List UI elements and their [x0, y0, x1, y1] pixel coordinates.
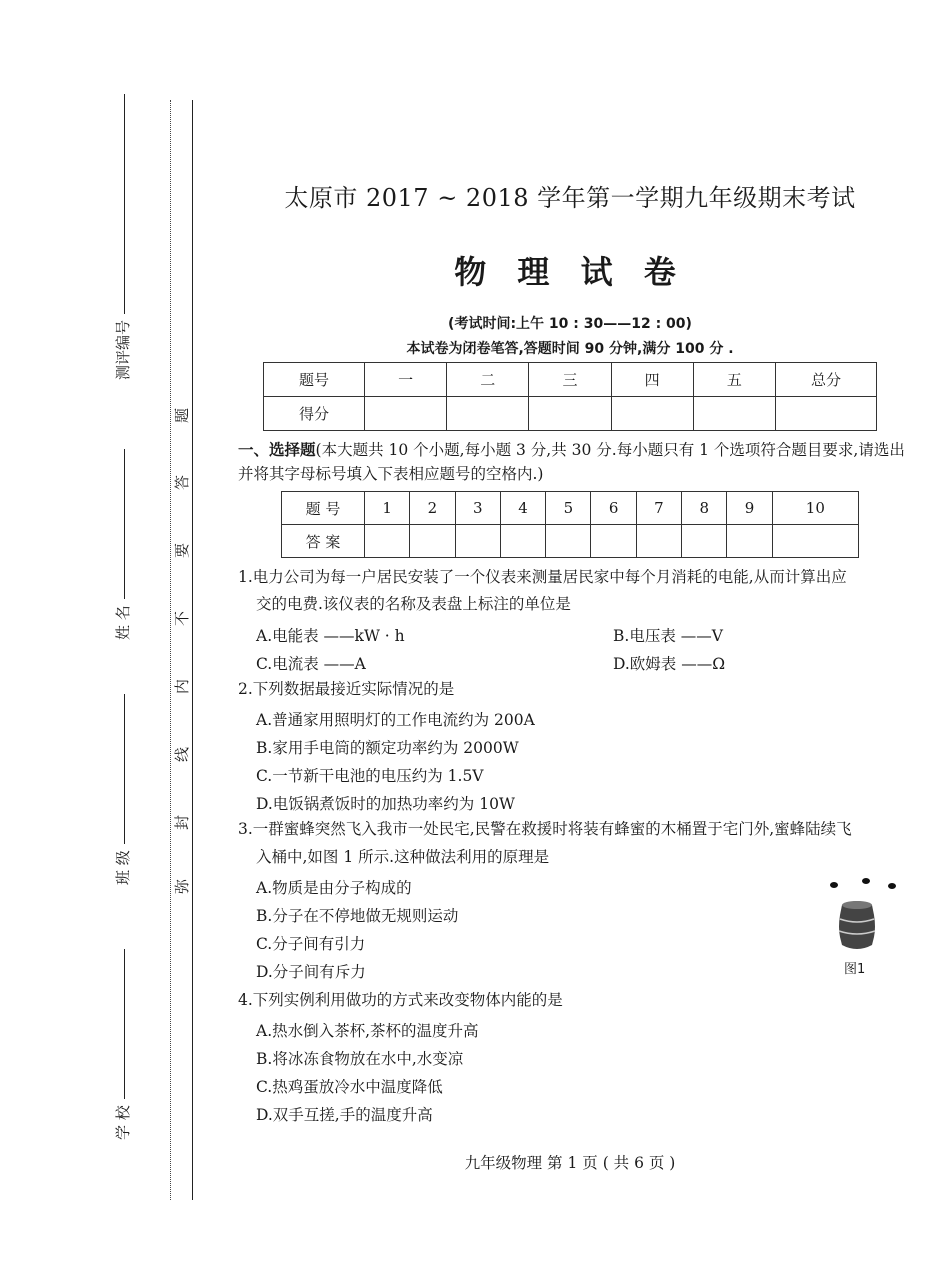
q2-option-c[interactable]: C.一节新干电池的电压约为 1.5V: [256, 767, 484, 785]
seal-char: 题: [173, 407, 192, 424]
answer-number-cell: 1: [365, 492, 410, 525]
answer-number-cell: 5: [546, 492, 591, 525]
answer-cell[interactable]: [455, 525, 500, 558]
name-label: 姓 名: [114, 605, 132, 640]
answer-row: [282, 525, 859, 558]
seal-char: 不: [173, 610, 192, 627]
class-label: 班 级: [114, 850, 132, 885]
q2-option-b[interactable]: B.家用手电筒的额定功率约为 2000W: [256, 739, 519, 757]
seal-char: 内: [173, 678, 192, 695]
q3-option-a[interactable]: A.物质是由分子构成的: [256, 879, 412, 897]
answer-cell[interactable]: [365, 525, 410, 558]
q1-option-a[interactable]: A.电能表 ——kW · h: [256, 627, 405, 645]
q4-option-b[interactable]: B.将冰冻食物放在水中,水变凉: [256, 1050, 464, 1068]
section-title: 一、选择题: [238, 441, 316, 459]
answer-number-cell: 9: [727, 492, 772, 525]
answer-header-label: 题 号: [282, 492, 365, 525]
q4-option-c[interactable]: C.热鸡蛋放冷水中温度降低: [256, 1078, 443, 1096]
score-value-row: [264, 397, 877, 431]
answer-cell[interactable]: [410, 525, 455, 558]
page-footer: 九年级物理 第 1 页 ( 共 6 页 ): [464, 1154, 676, 1172]
answer-number-cell: 2: [410, 492, 455, 525]
q1-option-c[interactable]: C.电流表 ——A: [256, 655, 366, 673]
answer-number-cell: 10: [772, 492, 858, 525]
seal-dotted-line: [170, 100, 171, 1200]
figure-1-caption: 图1: [844, 962, 866, 977]
answer-cell[interactable]: [772, 525, 858, 558]
q2-option-a[interactable]: A.普通家用照明灯的工作电流约为 200A: [256, 711, 535, 729]
answer-cell[interactable]: [636, 525, 681, 558]
eval-number-blank[interactable]: [123, 94, 125, 314]
school-blank[interactable]: [123, 949, 125, 1099]
school-label: 学 校: [114, 1105, 132, 1140]
q3-option-b[interactable]: B.分子在不停地做无规则运动: [256, 907, 459, 925]
name-blank[interactable]: [123, 449, 125, 599]
answer-cell[interactable]: [727, 525, 772, 558]
question-2-stem: 2.下列数据最接近实际情况的是: [238, 680, 455, 698]
score-header-cell: 五: [693, 363, 775, 397]
exam-title: 太原市 2017 ~ 2018 学年第一学期九年级期末考试: [284, 184, 856, 212]
answer-number-cell: 6: [591, 492, 636, 525]
score-header-cell: 四: [611, 363, 693, 397]
answer-row-label: 答 案: [282, 525, 365, 558]
section-heading: [238, 438, 906, 486]
answer-cell[interactable]: [546, 525, 591, 558]
score-table: [263, 362, 877, 431]
seal-char: 答: [173, 474, 192, 491]
score-cell[interactable]: [693, 397, 775, 431]
q1-option-b[interactable]: B.电压表 ——V: [613, 627, 723, 645]
score-header-cell: 总分: [776, 363, 877, 397]
answer-header-row: [282, 492, 859, 525]
answer-cell[interactable]: [591, 525, 636, 558]
answer-table: [281, 491, 859, 558]
class-field[interactable]: [112, 694, 133, 885]
score-cell[interactable]: [611, 397, 693, 431]
seal-solid-line: [192, 100, 193, 1200]
q1-option-d[interactable]: D.欧姆表 ——Ω: [613, 655, 726, 673]
score-cell[interactable]: [776, 397, 877, 431]
answer-cell[interactable]: [682, 525, 727, 558]
eval-number-field[interactable]: [112, 94, 133, 380]
score-row-label: 得分: [264, 397, 365, 431]
q2-option-d[interactable]: D.电饭锅煮饭时的加热功率约为 10W: [256, 795, 515, 813]
seal-char: 线: [173, 746, 192, 763]
school-field[interactable]: [112, 949, 133, 1140]
question-1-stem-cont: 交的电费.该仪表的名称及表盘上标注的单位是: [256, 595, 571, 613]
question-1-stem: 1.电力公司为每一户居民安装了一个仪表来测量居民家中每个月消耗的电能,从而计算出应: [238, 568, 847, 586]
q4-option-d[interactable]: D.双手互搓,手的温度升高: [256, 1106, 433, 1124]
seal-char: 封: [173, 814, 192, 831]
answer-cell[interactable]: [500, 525, 545, 558]
subject-title: 物 理 试 卷: [454, 253, 686, 291]
score-cell[interactable]: [447, 397, 529, 431]
q3-option-d[interactable]: D.分子间有斥力: [256, 963, 366, 981]
question-3-stem-cont: 入桶中,如图 1 所示.这种做法利用的原理是: [256, 848, 550, 866]
score-header-cell: 题号: [264, 363, 365, 397]
exam-time: (考试时间:上午 10 : 30——12 : 00): [448, 316, 692, 332]
q4-option-a[interactable]: A.热水倒入茶杯,茶杯的温度升高: [256, 1022, 479, 1040]
answer-number-cell: 7: [636, 492, 681, 525]
score-header-cell: 三: [529, 363, 611, 397]
score-cell[interactable]: [529, 397, 611, 431]
q3-option-c[interactable]: C.分子间有引力: [256, 935, 366, 953]
name-field[interactable]: [112, 449, 133, 640]
score-cell[interactable]: [365, 397, 447, 431]
answer-number-cell: 4: [500, 492, 545, 525]
question-3-stem: 3.一群蜜蜂突然飞入我市一处民宅,民警在救援时将装有蜂蜜的木桶置于宅门外,蜜蜂陆续飞: [238, 820, 852, 838]
class-blank[interactable]: [123, 694, 125, 844]
score-header-cell: 一: [365, 363, 447, 397]
answer-number-cell: 8: [682, 492, 727, 525]
exam-notice: 本试卷为闭卷笔答,答题时间 90 分钟,满分 100 分 .: [406, 341, 734, 357]
question-4-stem: 4.下列实例利用做功的方式来改变物体内能的是: [238, 991, 563, 1009]
score-header-row: [264, 363, 877, 397]
score-header-cell: 二: [447, 363, 529, 397]
seal-char: 弥: [173, 878, 192, 895]
seal-char: 要: [173, 542, 192, 559]
eval-number-label: 测评编号: [114, 319, 132, 380]
section-instruction: (本大题共 10 个小题,每小题 3 分,共 30 分.每小题只有 1 个选项符合题目要求,请选出并将其字母标号填入下表相应题号的空格内.): [238, 441, 905, 483]
answer-number-cell: 3: [455, 492, 500, 525]
